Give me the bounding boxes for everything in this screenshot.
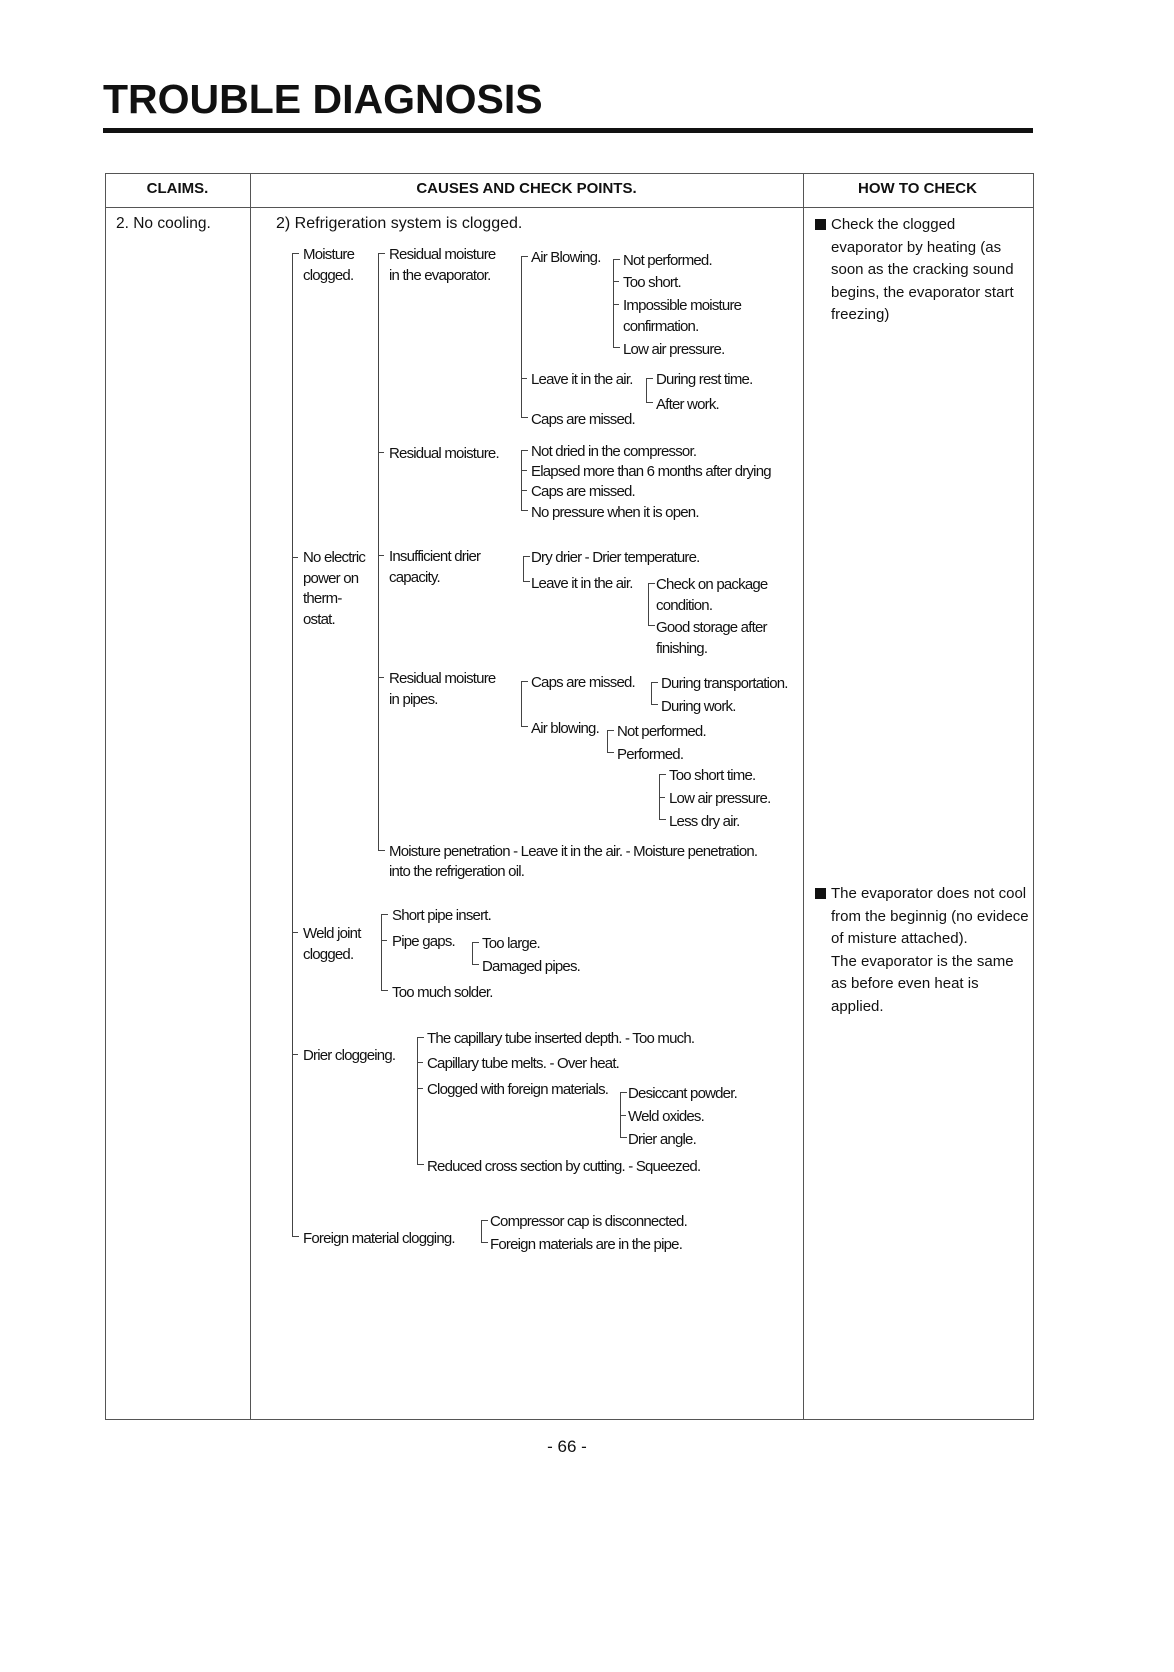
bullet-square-icon (815, 888, 826, 899)
tree-tick (659, 797, 665, 798)
tree-bracket (521, 681, 522, 727)
tree-bracket (472, 942, 473, 965)
cause-insufficient-drier: Insufficient drier capacity. (389, 548, 481, 586)
check-foreign-in-pipe: Foreign materials are in the pipe. (490, 1236, 683, 1253)
check-not-performed: Not performed. (623, 252, 712, 269)
tree-tick (613, 281, 619, 282)
page-title: TROUBLE DIAGNOSIS (103, 76, 543, 122)
tree-bracket (523, 556, 524, 582)
check-low-air: Low air pressure. (669, 790, 771, 807)
tree-bracket (481, 1220, 482, 1243)
check-caps-missed: Caps are missed. (531, 674, 635, 691)
cause-weld-joint: Weld joint clogged. (303, 925, 361, 963)
header-claims: CLAIMS. (146, 180, 209, 197)
check-performed: Performed. (617, 746, 684, 763)
column-divider (803, 173, 804, 1419)
cause-moisture-penetration: Moisture penetration - Leave it in the air. - Moisture penetration. into the refrigeration oil. (389, 843, 758, 880)
header-how-to-check: HOW TO CHECK (858, 180, 977, 197)
check-caps-missed: Caps are missed. (531, 411, 635, 428)
tree-tick (417, 1062, 423, 1063)
check-leave-air: Leave it in the air. (531, 575, 633, 592)
check-too-short-time: Too short time. (669, 767, 756, 784)
check-package: Check on package condition. (656, 576, 768, 614)
check-weld-oxides: Weld oxides. (628, 1108, 704, 1125)
tree-bracket (292, 253, 293, 1237)
tree-bracket (651, 682, 652, 705)
tree-tick (521, 378, 527, 379)
check-impossible-moisture: Impossible moisture confirmation. (623, 297, 742, 335)
how-to-check-text: Check the clogged evaporator by heating (as soon as the cracking sound begins, the evaporator start freezing) (831, 216, 1014, 323)
cause-heading: 2) Refrigeration system is clogged. (276, 215, 523, 232)
check-rest-time: During rest time. (656, 371, 753, 388)
check-no-pressure: No pressure when it is open. (531, 504, 699, 521)
tree-tick (378, 452, 384, 453)
check-too-large: Too large. (482, 935, 540, 952)
diagnosis-table (105, 173, 1034, 1420)
tree-tick (613, 304, 619, 305)
check-less-dry-air: Less dry air. (669, 813, 740, 830)
check-capillary-depth: The capillary tube inserted depth. - Too much. (427, 1030, 695, 1047)
bullet-square-icon (815, 219, 826, 230)
check-drier-angle: Drier angle. (628, 1131, 696, 1148)
check-air-blowing: Air Blowing. (531, 249, 601, 266)
cause-foreign-material: Foreign material clogging. (303, 1230, 455, 1247)
tree-tick (620, 1115, 626, 1116)
tree-tick (417, 1088, 423, 1089)
tree-tick (292, 1054, 298, 1055)
claim-text: 2. No cooling. (116, 215, 211, 232)
tree-tick (378, 555, 384, 556)
check-too-short: Too short. (623, 274, 681, 291)
check-dry-drier: Dry drier - Drier temperature. (531, 549, 700, 566)
header-causes: CAUSES AND CHECK POINTS. (416, 180, 637, 197)
tree-bracket (378, 253, 379, 851)
page-number: - 66 - (547, 1437, 587, 1456)
check-reduced-section: Reduced cross section by cutting. - Squeezed. (427, 1158, 701, 1175)
header-divider (105, 207, 1033, 208)
tree-tick (521, 490, 527, 491)
check-during-transport: During transportation. (661, 675, 788, 692)
check-low-air: Low air pressure. (623, 341, 725, 358)
tree-bracket (381, 914, 382, 991)
check-leave-air: Leave it in the air. (531, 371, 633, 388)
check-caps-missed: Caps are missed. (531, 483, 635, 500)
check-during-work: During work. (661, 698, 736, 715)
how-to-check-text: The evaporator does not cool from the beginnig (no evidece of misture attached). The evaporator is the same as before even heat is applied. (831, 885, 1029, 1015)
tree-tick (381, 940, 387, 941)
tree-bracket (521, 450, 522, 511)
check-air-blowing: Air blowing. (531, 720, 599, 737)
tree-tick (521, 470, 527, 471)
check-after-work: After work. (656, 396, 719, 413)
cause-no-electric: No electric power on therm- ostat. (303, 549, 366, 628)
check-short-pipe: Short pipe insert. (392, 907, 491, 924)
tree-bracket (646, 378, 647, 403)
check-foreign-materials: Clogged with foreign materials. (427, 1081, 609, 1098)
tree-bracket (648, 583, 649, 626)
tree-tick (378, 677, 384, 678)
cause-drier-clogging: Drier cloggeing. (303, 1047, 396, 1064)
check-compressor-cap: Compressor cap is disconnected. (490, 1213, 687, 1230)
tree-bracket (417, 1037, 418, 1165)
cause-residual-moisture: Residual moisture. (389, 445, 499, 462)
title-rule (103, 128, 1033, 133)
check-not-performed: Not performed. (617, 723, 706, 740)
tree-bracket (607, 730, 608, 753)
check-capillary-melts: Capillary tube melts. - Over heat. (427, 1055, 620, 1072)
cause-residual-evaporator: Residual moisture in the evaporator. (389, 246, 496, 284)
check-pipe-gaps: Pipe gaps. (392, 933, 455, 950)
column-divider (250, 173, 251, 1419)
check-too-much-solder: Too much solder. (392, 984, 493, 1001)
tree-bracket (521, 256, 522, 418)
check-not-dried: Not dried in the compressor. (531, 443, 697, 460)
check-damaged-pipes: Damaged pipes. (482, 958, 581, 975)
tree-tick (292, 932, 298, 933)
check-desiccant: Desiccant powder. (628, 1085, 737, 1102)
tree-tick (292, 557, 298, 558)
check-good-storage: Good storage after finishing. (656, 619, 767, 657)
cause-moisture-clogged: Moisture clogged. (303, 246, 355, 284)
cause-residual-pipes: Residual moisture in pipes. (389, 670, 496, 708)
check-elapsed: Elapsed more than 6 months after drying (531, 463, 771, 480)
